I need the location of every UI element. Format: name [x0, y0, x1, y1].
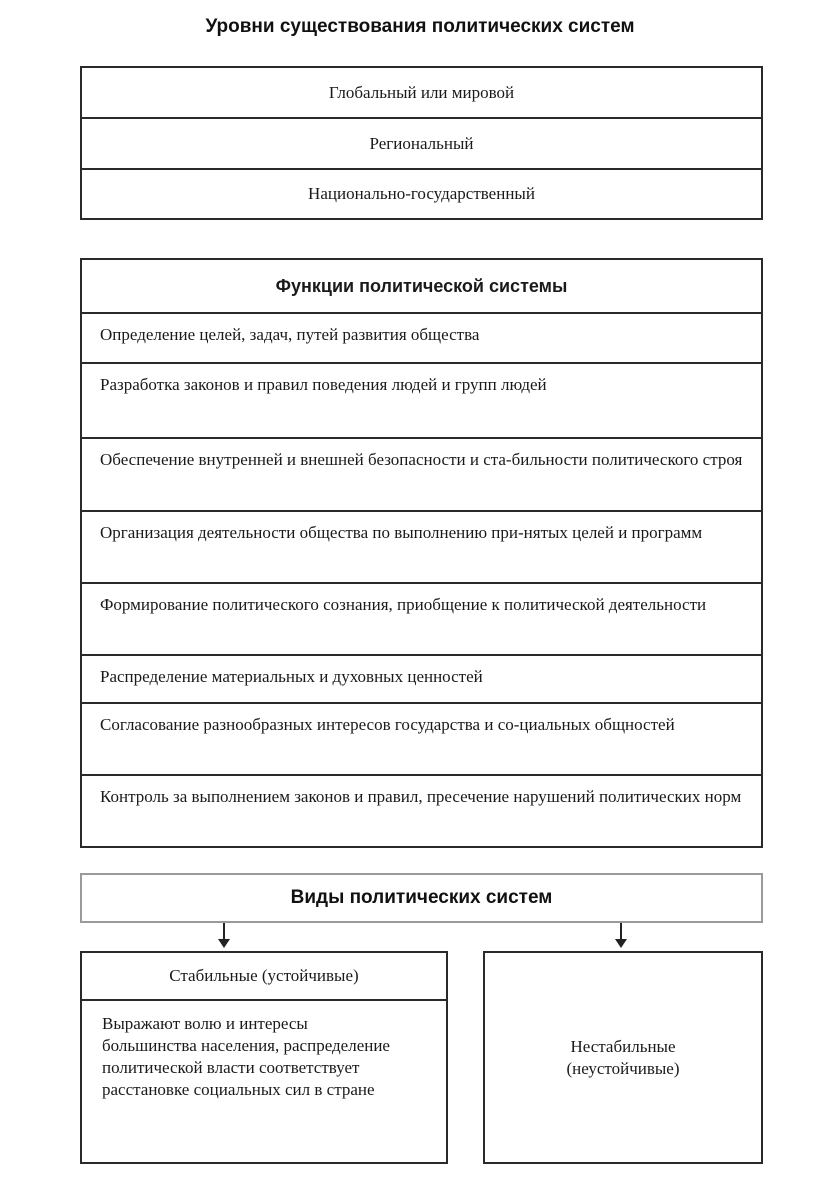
levels-table	[80, 66, 763, 220]
level-label: Глобальный или мировой	[328, 82, 515, 102]
level-label: Национально-государственный	[308, 184, 535, 203]
function-text: Согласование разнообразных интересов государства и со-циальных общностей	[100, 715, 675, 734]
function-row	[82, 512, 761, 584]
function-row	[82, 439, 761, 512]
function-row	[82, 776, 761, 846]
stable-systems-box	[80, 951, 448, 1164]
stable-label-row	[82, 953, 446, 1001]
function-row	[82, 656, 761, 704]
level-row	[82, 68, 761, 119]
level-row	[82, 119, 761, 170]
function-text: Определение целей, задач, путей развития общества	[100, 325, 480, 344]
function-row	[82, 584, 761, 656]
function-row	[82, 314, 761, 364]
types-heading-box	[80, 873, 763, 923]
stable-description	[102, 1013, 392, 1101]
level-row	[82, 170, 761, 218]
stable-description-text: Выражают волю и интересы большинства населения, распределение политической власти соответствует расстановке социальных сил в стране	[102, 1014, 390, 1099]
function-text: Распределение материальных и духовных ценностей	[100, 667, 483, 686]
function-text: Разработка законов и правил поведения людей и групп людей	[100, 375, 547, 394]
function-text: Организация деятельности общества по выполнению при-нятых целей и программ	[100, 523, 703, 542]
unstable-systems-box	[483, 951, 763, 1164]
functions-table	[80, 258, 763, 848]
functions-title: Функции политической системы	[275, 275, 568, 296]
function-text: Формирование политического сознания, приобщение к политической деятельности	[100, 595, 707, 614]
function-row	[82, 704, 761, 776]
function-row	[82, 364, 761, 439]
function-text: Обеспечение внутренней и внешней безопасности и ста-бильности политического строя	[100, 450, 743, 469]
diagram-title: Уровни существования политических систем	[205, 16, 635, 37]
unstable-label: Нестабильные (неустойчивые)	[566, 1036, 680, 1078]
types-title: Виды политических систем	[290, 887, 553, 908]
function-text: Контроль за выполнением законов и правил, пресечение нарушений политических норм	[100, 787, 742, 806]
level-label: Региональный	[369, 133, 474, 153]
functions-heading	[82, 260, 761, 314]
stable-label: Стабильные (устойчивые)	[169, 966, 359, 985]
